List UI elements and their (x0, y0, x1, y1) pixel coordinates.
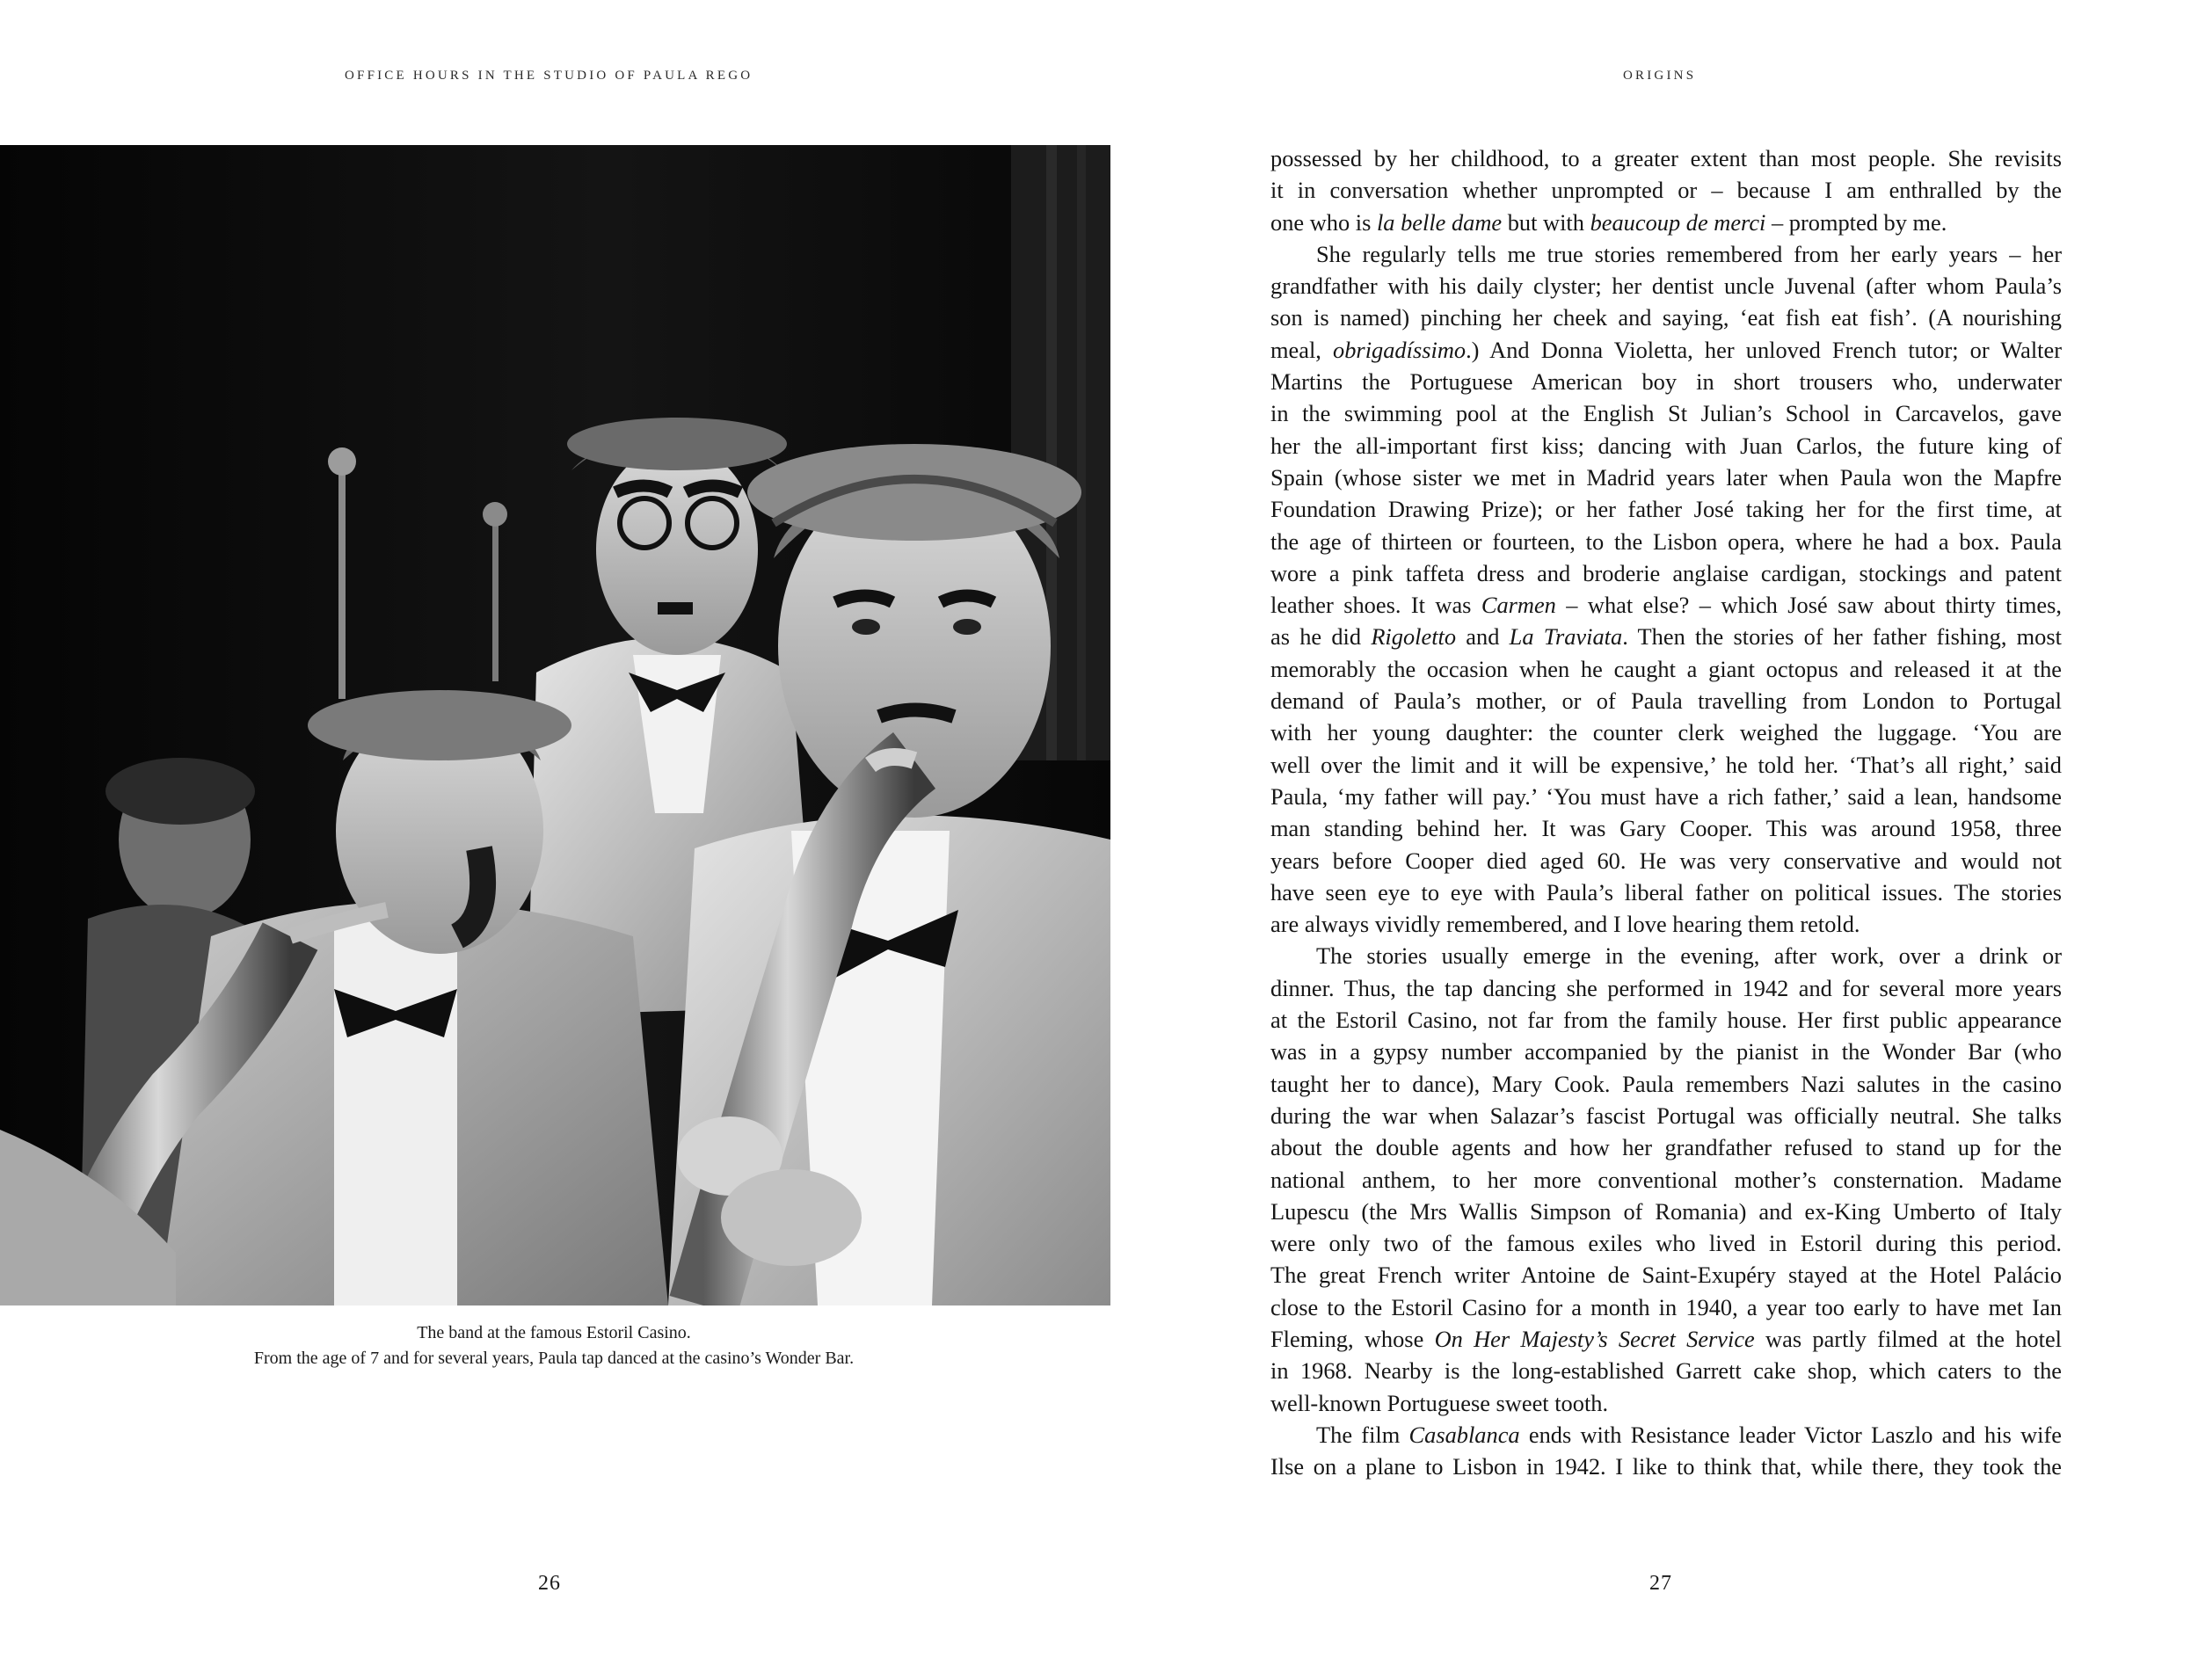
text-line: are always vividly remembered, and I love hearing them retold. (1270, 911, 1860, 938)
page-number-right: 27 (1649, 1572, 1672, 1595)
italic-title: obrigadíssimo (1333, 336, 1467, 363)
text-line: Ilse on a plane to Lisbon in 1942. I like to think that, while there, they took the (1270, 1453, 2062, 1480)
text-line: close to the Estoril Casino for a month in 1940, a year too early to have met Ian (1270, 1293, 2062, 1320)
text-line: The stories usually emerge in the evening, after work, over a drink or (1316, 942, 2062, 970)
text-line: possessed by her childhood, to a greater extent than most people. She revisits (1270, 145, 2062, 171)
text-line: Paula, ‘my father will pay.’ ‘You must have a rich father,’ said a lean, handsome (1270, 782, 2062, 810)
text-line: national anthem, to her more conventional mother’s consternation. Madame (1270, 1166, 2062, 1193)
band-photograph (0, 145, 1110, 1305)
page-number-left: 26 (538, 1572, 561, 1595)
text-line: The film Casablanca ends with Resistance leader Victor Laszlo and his wife (1316, 1421, 2062, 1448)
text-line: well over the limit and it will be expensive,’ he told her. ‘That’s all right,’ said (1270, 751, 2062, 778)
text-line: dinner. Thus, the tap dancing she performed in 1942 and for several more years (1270, 974, 2062, 1001)
caption-line-2: From the age of 7 and for several years, Paula tap danced at the casino’s Wonder Bar. (253, 1349, 855, 1368)
text-line: memorably the occasion when he caught a giant octopus and released it at the (1270, 655, 2062, 682)
text-line: Spain (whose sister we met in Madrid years later when Paula won the Mapfre (1270, 463, 2062, 491)
italic-title: la belle dame (1376, 208, 1503, 236)
body-text (1270, 142, 2062, 1482)
text-line: her the all-important first kiss; dancing with Juan Carlos, the future king of (1270, 432, 2062, 459)
right-page (1110, 0, 2198, 1680)
text-line: taught her to dance), Mary Cook. Paula remembers Nazi salutes in the casino (1270, 1070, 2062, 1097)
text-line: The great French writer Antoine de Saint-Exupéry stayed at the Hotel Palácio (1270, 1262, 2062, 1289)
text-line: as he did Rigoletto and La Traviata. Then the stories of her father fishing, most (1270, 623, 2062, 651)
text-line: She regularly tells me true stories remembered from her early years – her (1316, 240, 2062, 267)
italic-title: La Traviata (1509, 623, 1623, 651)
italic-title: beaucoup de merci (1590, 208, 1766, 236)
italic-title: Carmen (1481, 592, 1556, 619)
photo-illustration (0, 145, 1110, 1305)
photo-caption (132, 1320, 976, 1371)
text-line: during the war when Salazar’s fascist Portugal was officially neutral. She talks (1270, 1102, 2062, 1129)
italic-title: Rigoletto (1371, 623, 1457, 651)
text-line: son is named) pinching her cheek and saying, ‘eat fish eat fish’. (A nourishing (1270, 304, 2062, 331)
text-line: in the swimming pool at the English St Julian’s School in Carcavelos, gave (1270, 400, 2062, 427)
text-line: well-known Portuguese sweet tooth. (1270, 1389, 1609, 1416)
text-line: Lupescu (the Mrs Wallis Simpson of Romania) and ex-King Umberto of Italy (1270, 1197, 2062, 1225)
running-head-right: ORIGINS (1623, 69, 1697, 83)
text-line: man standing behind her. It was Gary Cooper. This was around 1958, three (1270, 815, 2062, 842)
text-line: have seen eye to eye with Paula’s liberal father on political issues. The stories (1270, 878, 2062, 905)
text-line: Fleming, whose On Her Majesty’s Secret Service was partly filmed at the hotel (1270, 1325, 2062, 1352)
text-line: one who is la belle dame but with beaucoup de merci – prompted by me. (1270, 208, 1947, 236)
text-line: at the Estoril Casino, not far from the family house. Her first public appearance (1270, 1007, 2062, 1034)
caption-line-1: The band at the famous Estoril Casino. (417, 1323, 691, 1342)
text-line: wore a pink taffeta dress and broderie anglaise cardigan, stockings and patent (1270, 559, 2062, 586)
text-line: in 1968. Nearby is the long-established Garrett cake shop, which caters to the (1270, 1357, 2062, 1385)
text-line: it in conversation whether unprompted or – because I am enthralled by the (1270, 177, 2062, 204)
text-line: Foundation Drawing Prize); or her father José taking her for the first time, at (1270, 496, 2062, 523)
text-line: with her young daughter: the counter clerk weighed the luggage. ‘You are (1270, 719, 2062, 746)
text-line: leather shoes. It was Carmen – what else? – which José saw about thirty times, (1270, 592, 2062, 619)
text-line: demand of Paula’s mother, or of Paula travelling from London to Portugal (1270, 687, 2062, 715)
text-line: grandfather with his daily clyster; her dentist uncle Juvenal (after whom Paula’s (1270, 273, 2062, 300)
text-line: Martins the Portuguese American boy in short trousers who, underwater (1270, 368, 2062, 396)
text-line: was in a gypsy number accompanied by the pianist in the Wonder Bar (who (1270, 1038, 2062, 1065)
text-line: the age of thirteen or fourteen, to the Lisbon opera, where he had a box. Paula (1270, 527, 2062, 555)
running-head-left: OFFICE HOURS IN THE STUDIO OF PAULA REGO (345, 69, 753, 83)
text-line: years before Cooper died aged 60. He was very conservative and would not (1270, 847, 2062, 874)
text-line: were only two of the famous exiles who lived in Estoril during this period. (1270, 1230, 2062, 1257)
text-line: about the double agents and how her grandfather refused to stand up for the (1270, 1134, 2062, 1161)
text-line: meal, obrigadíssimo.) And Donna Violetta, her unloved French tutor; or Walter (1270, 336, 2062, 363)
italic-title: Casablanca (1408, 1421, 1520, 1448)
italic-title: On Her Majesty’s Secret Service (1434, 1325, 1755, 1352)
